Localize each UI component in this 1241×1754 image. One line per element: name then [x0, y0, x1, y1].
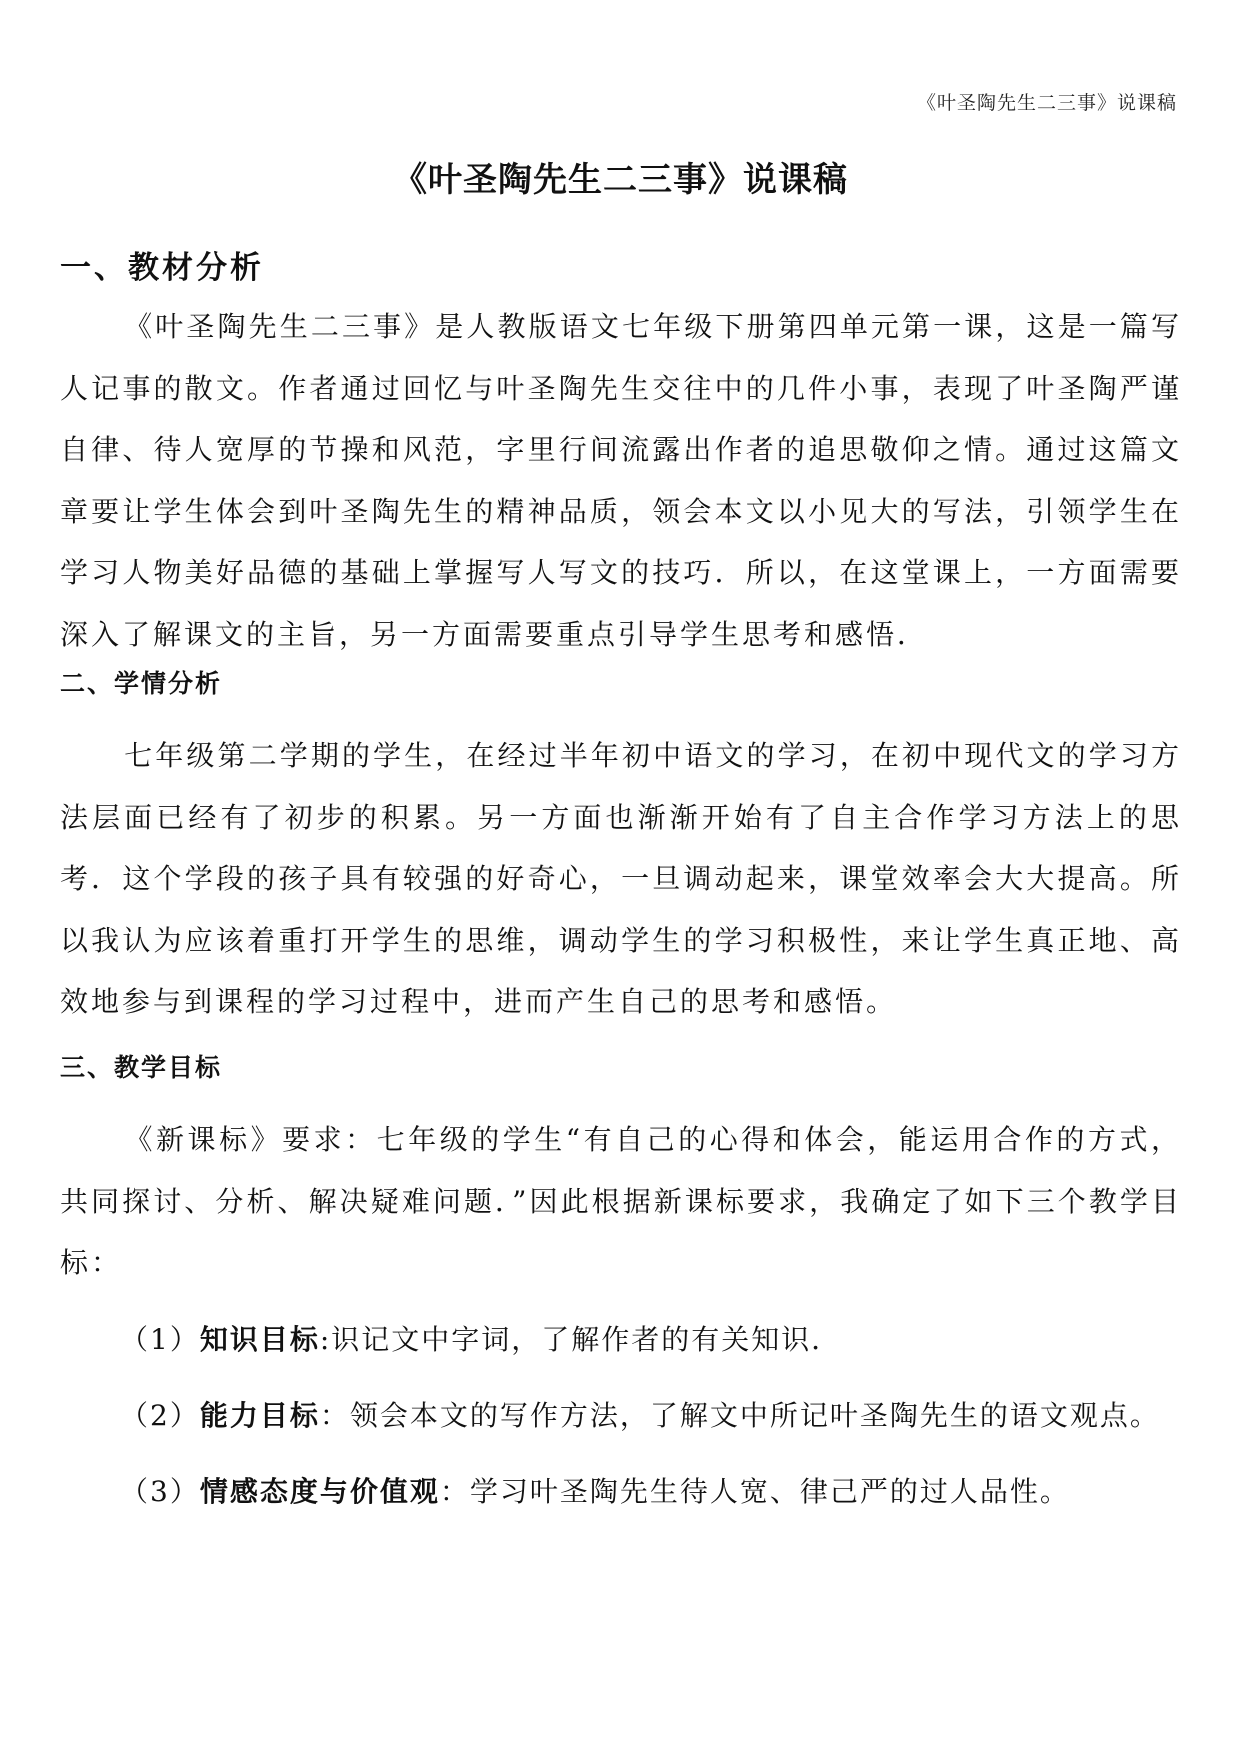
goal-number: （2）: [120, 1399, 200, 1432]
goal-separator: ：: [439, 1475, 470, 1508]
goal-item-ability: [120, 1394, 1160, 1434]
document-title: 《叶圣陶先生二三事》说课稿: [393, 160, 848, 200]
goal-item-emotion-values: [120, 1470, 1070, 1510]
goal-separator: :: [319, 1323, 332, 1356]
section-heading-student-analysis: 二、学情分析: [60, 669, 223, 698]
goal-number: （3）: [120, 1475, 200, 1508]
goal-text: 识记文中字词，了解作者的有关知识．: [331, 1323, 842, 1356]
goal-text: 学习叶圣陶先生待人宽、律己严的过人品性。: [469, 1475, 1070, 1508]
goal-label: 能力目标: [199, 1399, 320, 1432]
paragraph-text: 《叶圣陶先生二三事》是人教版语文七年级下册第四单元第一课，这是一篇写人记事的散文。作者通过回忆与叶圣陶先生交往中的几件小事，表现了叶圣陶严谨自律、待人宽厚的节操和风范，字里行间流露出作者的追思敬仰之情。通过这篇文章要让学生体会到叶圣陶先生的精神品质，领会本文以小见大的写法，引领学生在学习人物美好品德的基础上掌握写人写文的技巧．所以，在这堂课上，一方面需要深入了解课文的主旨，另一方面需要重点引导学生思考和感悟．: [60, 310, 1182, 651]
paragraph-text: 《新课标》要求：七年级的学生“有自己的心得和体会，能运用合作的方式，共同探讨、分析、解决疑难问题．”因此根据新课标要求，我确定了如下三个教学目标：: [60, 1123, 1182, 1279]
goal-separator: ：: [319, 1399, 350, 1432]
goal-number: （1）: [120, 1323, 200, 1356]
paragraph-teaching-goals: [60, 1109, 1182, 1294]
goal-label: 情感态度与价值观: [199, 1475, 440, 1508]
paragraph-textbook-analysis: [60, 296, 1182, 665]
goal-text: 领会本文的写作方法，了解文中所记叶圣陶先生的语文观点。: [349, 1399, 1160, 1432]
paragraph-text: 七年级第二学期的学生，在经过半年初中语文的学习，在初中现代文的学习方法层面已经有了初步的积累。另一方面也渐渐开始有了自主合作学习方法上的思考．这个学段的孩子具有较强的好奇心，一旦调动起来，课堂效率会大大提高。所以我认为应该着重打开学生的思维，调动学生的学习积极性，来让学生真正地、高效地参与到课程的学习过程中，进而产生自己的思考和感悟。: [60, 739, 1182, 1018]
section-heading-teaching-goals: 三、教学目标: [60, 1053, 223, 1082]
goal-item-knowledge: [120, 1318, 841, 1358]
section-heading-textbook-analysis: 一、教材分析: [60, 250, 264, 286]
running-header: 《叶圣陶先生二三事》说课稿: [916, 92, 1177, 114]
goal-label: 知识目标: [199, 1323, 320, 1356]
paragraph-student-analysis: [60, 725, 1182, 1033]
